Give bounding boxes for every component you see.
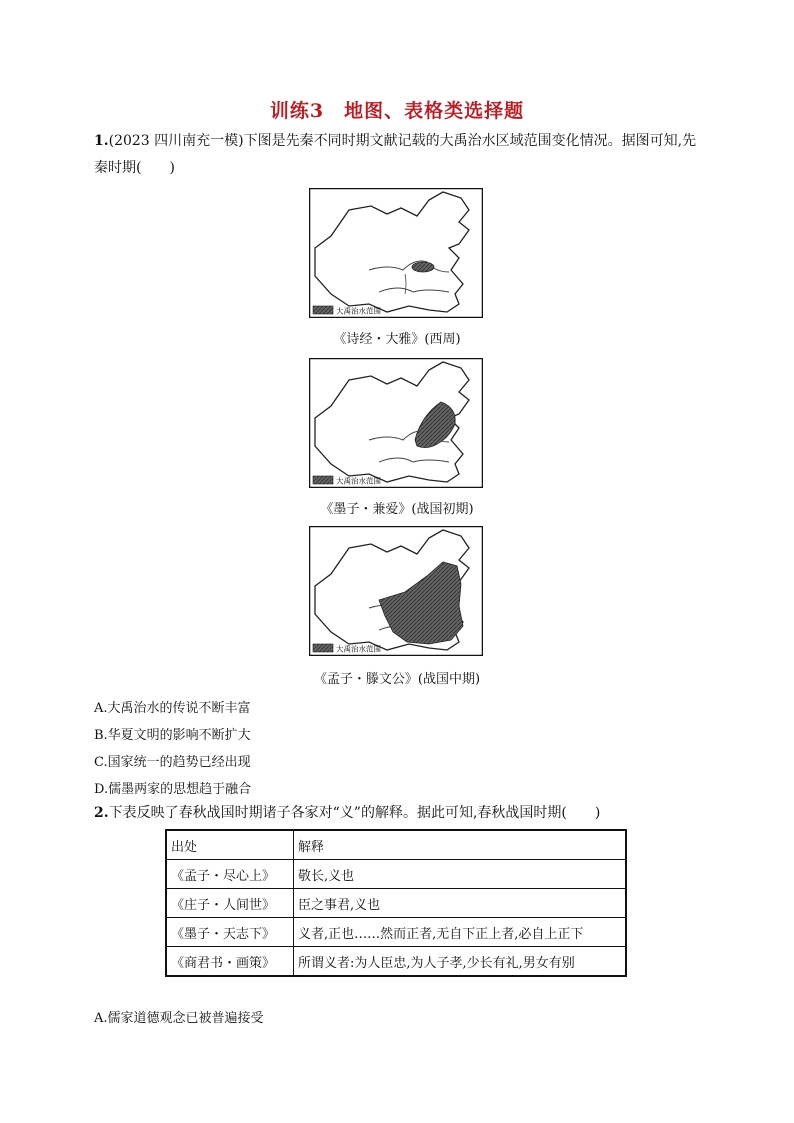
map-early-warring-states xyxy=(309,358,483,488)
table-cell: 《墨子・天志下》 xyxy=(166,918,294,947)
question-stem: (2023 四川南充一模)下图是先秦不同时期文献记载的大禹治水区域范围变化情况。据图可知,先 xyxy=(108,133,697,149)
table-cell: 所谓义者:为人臣忠,为人子孝,少长有礼,男女有别 xyxy=(294,947,627,977)
table-row xyxy=(166,860,626,889)
map-caption: 《墨子・兼爱》(战国初期) xyxy=(320,502,474,517)
table-row xyxy=(166,889,626,918)
legend-swatch xyxy=(313,476,333,484)
legend-label: 大禹治水范围 xyxy=(336,476,381,486)
question-1 xyxy=(94,128,704,182)
option-c[interactable]: C.国家统一的趋势已经出现 xyxy=(94,755,251,770)
question-number: 2. xyxy=(94,805,109,821)
page-title: 训练3 地图、表格类选择题 xyxy=(269,100,525,122)
map-caption: 《诗经・大雅》(西周) xyxy=(333,332,461,347)
table-cell: 《孟子・尽心上》 xyxy=(166,860,294,889)
table-cell: 敬长,义也 xyxy=(294,860,627,889)
map-graphic xyxy=(309,526,483,656)
header-explanation: 解释 xyxy=(294,830,627,860)
question-stem-cont: 秦时期( ) xyxy=(94,160,175,176)
table-cell: 臣之事君,义也 xyxy=(294,889,627,918)
legend-swatch xyxy=(313,306,333,314)
table-cell: 《商君书・画策》 xyxy=(166,947,294,977)
option-b[interactable]: B.华夏文明的影响不断扩大 xyxy=(94,728,251,743)
header-source: 出处 xyxy=(166,830,294,860)
option-d[interactable]: D.儒墨两家的思想趋于融合 xyxy=(94,782,252,797)
map-caption: 《孟子・滕文公》(战国中期) xyxy=(313,672,481,687)
legend-swatch xyxy=(313,644,333,652)
table-row xyxy=(166,947,626,977)
map-western-zhou xyxy=(309,188,483,318)
question-number: 1. xyxy=(94,133,109,149)
question-stem: 下表反映了春秋战国时期诸子各家对“义”的解释。据此可知,春秋战国时期( ) xyxy=(108,805,601,821)
table-row xyxy=(166,918,626,947)
question-2 xyxy=(94,800,704,827)
legend-label: 大禹治水范围 xyxy=(336,644,381,654)
option-a[interactable]: A.儒家道德观念已被普遍接受 xyxy=(94,1011,264,1026)
table-cell: 义者,正也……然而正者,无自下正上者,必自上正下 xyxy=(294,918,627,947)
interpretation-table xyxy=(165,829,627,977)
table-header-row xyxy=(166,830,626,860)
legend-label: 大禹治水范围 xyxy=(336,306,381,316)
option-a[interactable]: A.大禹治水的传说不断丰富 xyxy=(94,701,251,716)
table-cell: 《庄子・人间世》 xyxy=(166,889,294,918)
map-mid-warring-states xyxy=(309,526,483,656)
map-graphic xyxy=(309,358,483,488)
map-graphic xyxy=(309,188,483,318)
